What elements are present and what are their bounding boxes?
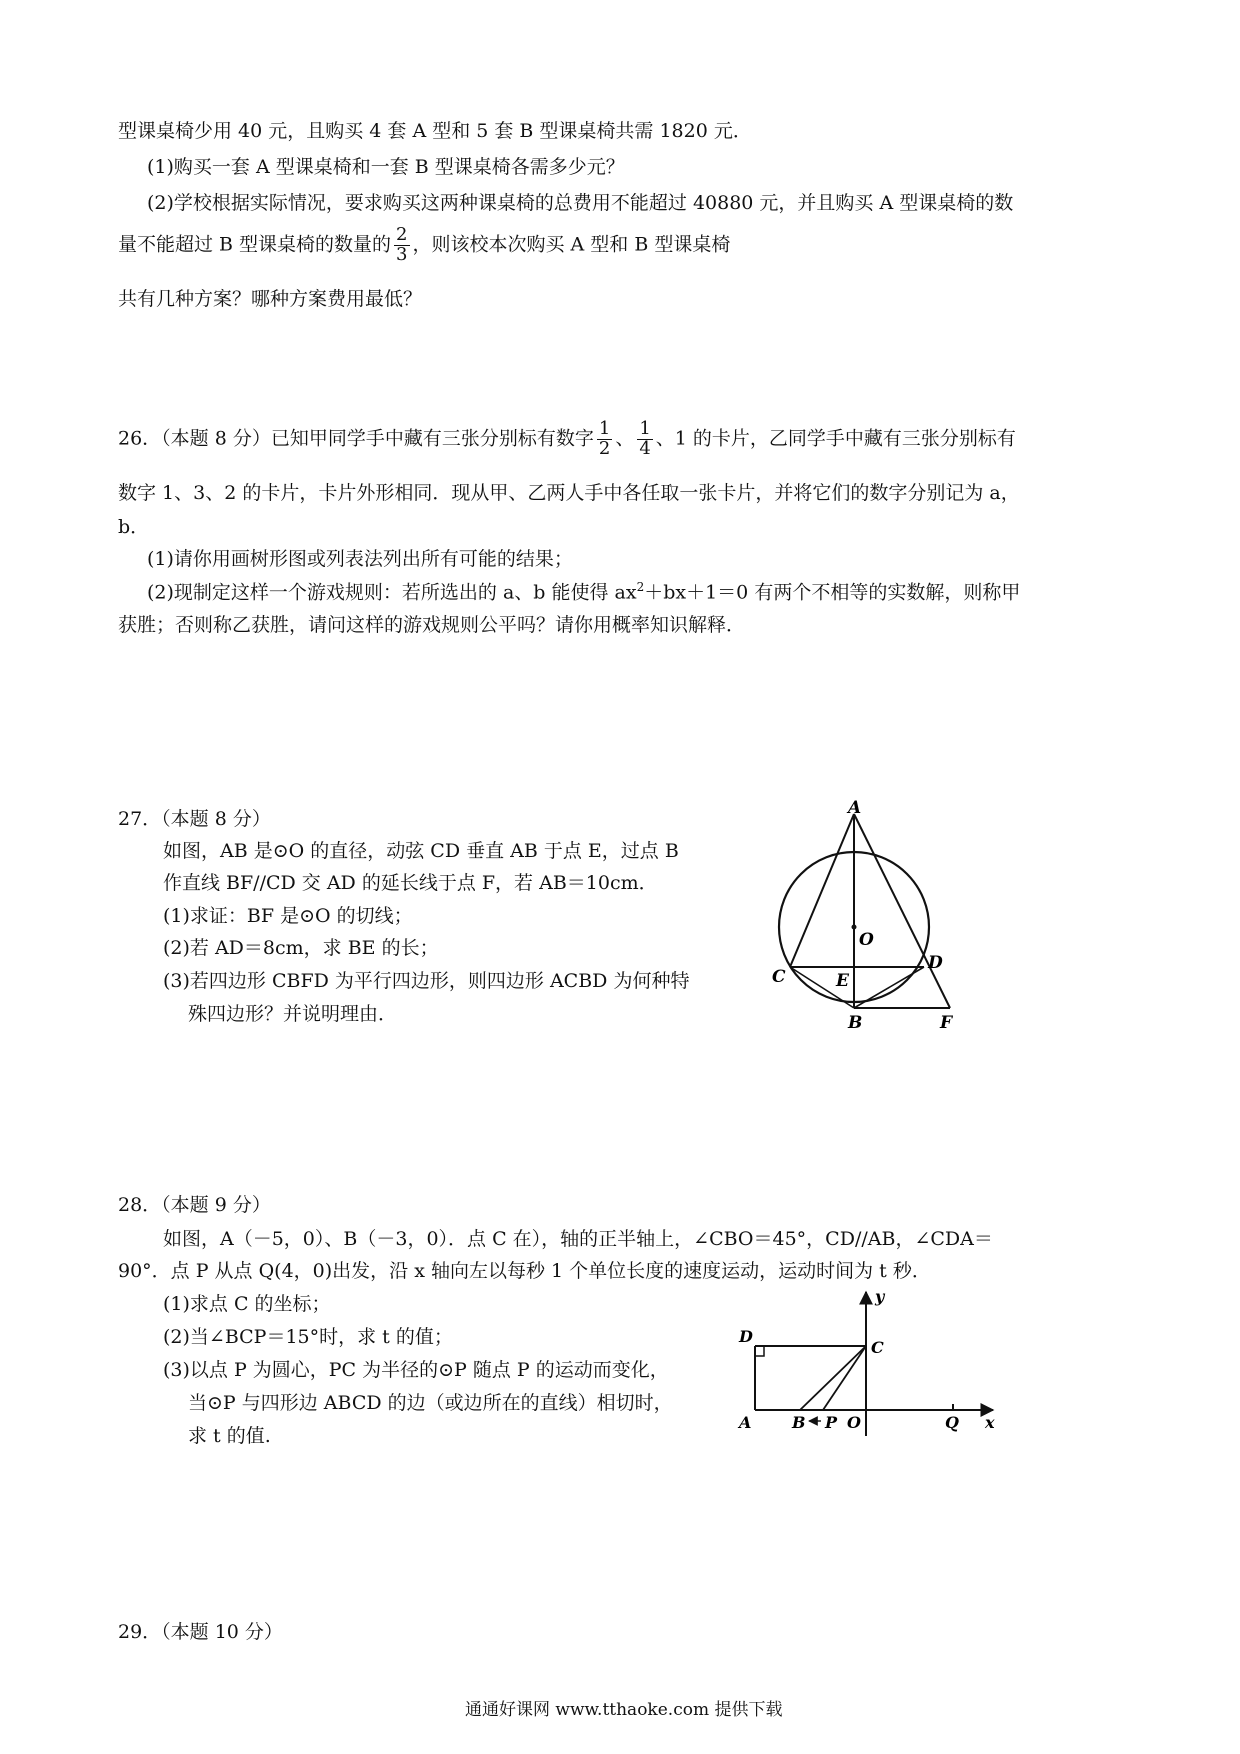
label-o: O (859, 930, 874, 950)
fraction-one-half: $\frac{1}{2}$ (598, 418, 611, 459)
label-y: y (875, 1288, 885, 1306)
q27-part3: (3)若四边形 CBFD 为平行四边形，则四边形 ACBD 为何种特 (163, 970, 690, 992)
q26-line2: 数字 1、3、2 的卡片，卡片外形相同．现从甲、乙两人手中各任取一张卡片，并将它们的数字分别记为 a， (118, 482, 1020, 504)
q25-part2-line2 (118, 226, 730, 265)
q25-part2-pre: 量不能超过 B 型课桌椅的数量的 (118, 233, 392, 256)
label-b: B (792, 1413, 806, 1432)
label-c: C (871, 1338, 884, 1357)
label-a: A (848, 800, 862, 818)
q26-part2: (2)现制定这样一个游戏规则：若所选出的 a、b 能使得 $ax^2+bx+1=0$ 有两个不相等的实数解，则称甲 (147, 580, 1021, 604)
q27-part3-line2: 殊四边形？并说明理由． (188, 1003, 398, 1025)
q28-part3: (3)以点 P 为圆心，PC 为半径的⊙P 随点 P 的运动而变化， (163, 1359, 669, 1381)
q25-part1: (1)购买一套 A 型课桌椅和一套 B 型课桌椅各需多少元？ (147, 156, 625, 178)
label-x: x (985, 1413, 995, 1432)
label-a: A (739, 1413, 752, 1432)
fraction-one-quarter: $\frac{1}{4}$ (639, 418, 651, 459)
q25-line1: 型课桌椅少用 40 元，且购买 4 套 A 型和 5 套 B 型课桌椅共需 1820 元． (118, 120, 752, 142)
q28-part2: (2)当∠BCP＝15°时，求 t 的值； (163, 1326, 453, 1348)
q27-line2: 作直线 BF//CD 交 AD 的延长线于点 F，若 AB＝10cm． (163, 872, 658, 894)
point-o (852, 925, 857, 930)
segment-bc (800, 1346, 866, 1410)
segment-pc (823, 1346, 866, 1410)
q28-part3-line3: 求 t 的值. (188, 1425, 271, 1447)
page-footer: 通通好课网 www.tthaoke.com 提供下载 (465, 1700, 783, 1720)
q26-line1: 26．（本题 8 分）已知甲同学手中藏有三张分别标有数字 $\frac{1}{2}$ 、 $\frac{1}{4}$ 、1 的卡片，乙同学手中藏有三张分别标有 (118, 418, 1016, 459)
q26-lead: 26．（本题 8 分）已知甲同学手中藏有三张分别标有数字 (118, 427, 594, 450)
q26-part2-line2: 获胜；否则称乙获胜，请问这样的游戏规则公平吗？请你用概率知识解释． (118, 614, 746, 636)
q27-part2: (2)若 AD＝8cm，求 BE 的长； (163, 937, 439, 959)
label-f: F (940, 1013, 953, 1033)
q28-part1: (1)求点 C 的坐标； (163, 1293, 331, 1315)
q27-circle-figure (770, 800, 970, 1035)
q25-part2-post: ，则该校本次购买 A 型和 B 型课桌椅 (412, 233, 731, 256)
q25-part2: (2)学校根据实际情况，要求购买这两种课桌椅的总费用不能超过 40880 元，并且购买 A 型课桌椅的数 (147, 192, 1014, 214)
segment-db (854, 967, 924, 1008)
q25-part2-line3: 共有几种方案？哪种方案费用最低？ (118, 288, 423, 310)
label-d: D (739, 1327, 753, 1346)
label-e: E (836, 971, 849, 991)
fraction-two-thirds: $\frac{2}{3}$ (396, 224, 408, 265)
q28-coordinate-figure (735, 1288, 1005, 1443)
q26-part1: (1)请你用画树形图或列表法列出所有可能的结果； (147, 548, 573, 570)
q28-heading: 28．（本题 9 分） (118, 1194, 271, 1216)
label-o: O (847, 1413, 861, 1432)
label-d: D (928, 953, 943, 973)
label-q: Q (945, 1413, 959, 1432)
q28-line1: 如图，A（－5，0）、B（－3，0）．点 C 在），轴的正半轴上，∠CBO＝45°，CD//AB，∠CDA＝ (163, 1228, 993, 1250)
right-angle-mark (755, 1346, 764, 1356)
label-b: B (848, 1013, 863, 1033)
q26-after: 、1 的卡片，乙同学手中藏有三张分别标有 (655, 427, 1016, 450)
label-c: C (772, 967, 786, 987)
q27-heading: 27．（本题 8 分） (118, 808, 271, 830)
q26-line3: b． (118, 516, 150, 538)
label-p: P (825, 1413, 838, 1432)
segment-ac (790, 814, 854, 967)
q27-part1: (1)求证：BF 是⊙O 的切线； (163, 905, 413, 927)
q28-part3-line2: 当⊙P 与四形边 ABCD 的边（或边所在的直线）相切时， (188, 1392, 673, 1414)
q27-line1: 如图，AB 是⊙O 的直径，动弦 CD 垂直 AB 于点 E，过点 B (163, 840, 679, 862)
q28-line2: 90°．点 P 从点 Q(4，0)出发，沿 x 轴向左以每秒 1 个单位长度的速度运动，运动时间为 t 秒． (118, 1260, 931, 1282)
segment-af (854, 814, 950, 1008)
q29-heading: 29．（本题 10 分） (118, 1621, 283, 1643)
